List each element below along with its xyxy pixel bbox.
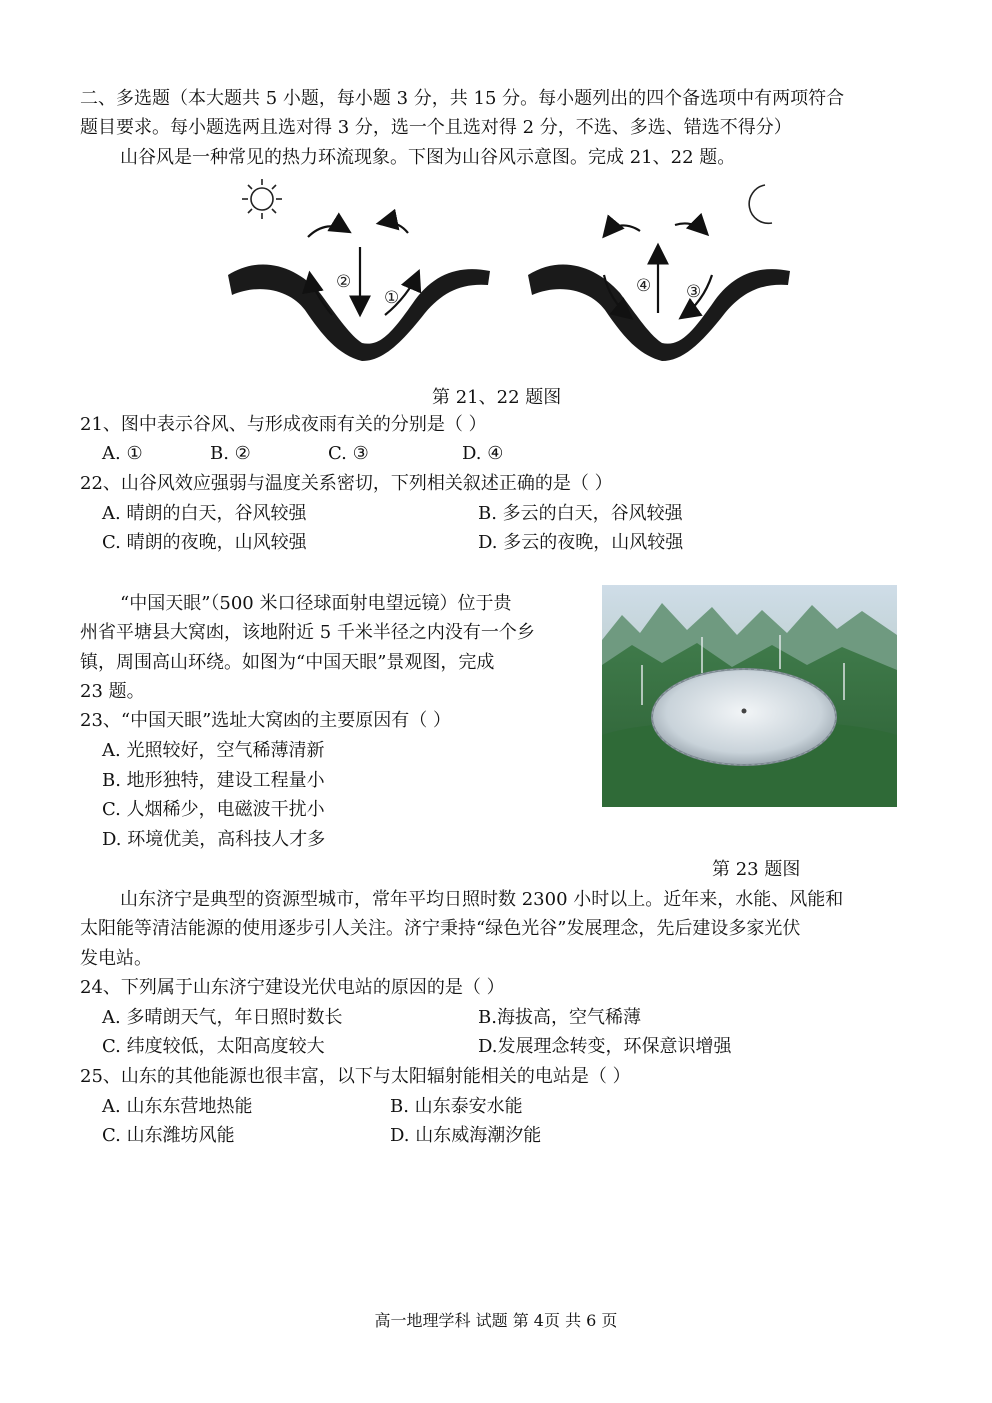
q25-stem: 25、山东的其他能源也很丰富，以下与太阳辐射能相关的电站是（ ）	[80, 1066, 631, 1087]
q23-option-d: D. 环境优美，高科技人才多	[102, 829, 326, 850]
intro-jining-line1: 山东济宁是典型的资源型城市，常年平均日照时数 2300 小时以上。近年来，水能、风能和	[120, 889, 844, 910]
section-title-line2: 题目要求。每小题选两且选对得 3 分，选一个且选对得 2 分，不选、多选、错选不得分）	[80, 117, 792, 138]
section-title-line1: 二、多选题（本大题共 5 小题，每小题 3 分，共 15 分。每小题列出的四个备选项中有两项符合	[80, 88, 845, 109]
q22-option-c: C. 晴朗的夜晚，山风较强	[102, 532, 307, 553]
q25-option-a: A. 山东东营地热能	[102, 1096, 253, 1117]
figure2-caption: 第 23 题图	[712, 859, 801, 880]
q24-option-d: D.发展理念转变，环保意识增强	[478, 1036, 732, 1057]
sun-icon	[242, 179, 282, 219]
valley-wind-diagram	[220, 175, 800, 375]
q21-option-b: B. ②	[210, 443, 251, 464]
figure1-caption: 第 21、22 题图	[432, 387, 562, 408]
label-4: ④	[636, 276, 652, 296]
intro-fast-line4: 23 题。	[80, 681, 145, 702]
q25-option-c: C. 山东潍坊风能	[102, 1125, 235, 1146]
q25-option-b: B. 山东泰安水能	[390, 1096, 523, 1117]
intro-fast-line3: 镇，周围高山环绕。如图为“中国天眼”景观图，完成	[80, 652, 495, 673]
q22-stem: 22、山谷风效应强弱与温度关系密切，下列相关叙述正确的是（ ）	[80, 473, 613, 494]
page-footer: 高一地理学科 试题 第 4页 共 6 页	[374, 1311, 618, 1330]
intro-jining-line3: 发电站。	[80, 948, 152, 969]
q24-option-b: B.海拔高，空气稀薄	[478, 1007, 641, 1028]
q22-option-d: D. 多云的夜晚，山风较强	[478, 532, 684, 553]
q23-option-a: A. 光照较好，空气稀薄清新	[102, 740, 325, 761]
moon-icon	[749, 185, 772, 223]
intro-fast-line1: “中国天眼”（500 米口径球面射电望远镜）位于贵	[120, 593, 512, 614]
q25-option-d: D. 山东威海潮汐能	[390, 1125, 542, 1146]
q21-stem: 21、图中表示谷风、与形成夜雨有关的分别是（ ）	[80, 414, 487, 435]
q24-stem: 24、下列属于山东济宁建设光伏电站的原因的是（ ）	[80, 977, 505, 998]
label-2: ②	[336, 272, 352, 292]
q23-option-b: B. 地形独特，建设工程量小	[102, 770, 325, 791]
q22-option-a: A. 晴朗的白天，谷风较强	[102, 503, 307, 524]
q22-option-b: B. 多云的白天，谷风较强	[478, 503, 683, 524]
intro-valley-wind: 山谷风是一种常见的热力环流现象。下图为山谷风示意图。完成 21、22 题。	[120, 147, 736, 168]
label-1: ①	[384, 288, 400, 308]
q24-option-c: C. 纬度较低，太阳高度较大	[102, 1036, 325, 1057]
intro-jining-line2: 太阳能等清洁能源的使用逐步引人关注。济宁秉持“绿色光谷”发展理念，先后建设多家光伏	[80, 918, 801, 939]
q21-option-d: D. ④	[462, 443, 504, 464]
q24-option-a: A. 多晴朗天气，年日照时数长	[102, 1007, 343, 1028]
fast-telescope-photo	[602, 585, 897, 807]
q21-option-a: A. ①	[102, 443, 143, 464]
q23-option-c: C. 人烟稀少，电磁波干扰小	[102, 799, 325, 820]
label-3: ③	[686, 282, 702, 302]
intro-fast-line2: 州省平塘县大窝凼，该地附近 5 千米半径之内没有一个乡	[80, 622, 535, 643]
q21-option-c: C. ③	[328, 443, 369, 464]
q23-stem: 23、“中国天眼”选址大窝凼的主要原因有（ ）	[80, 710, 452, 731]
